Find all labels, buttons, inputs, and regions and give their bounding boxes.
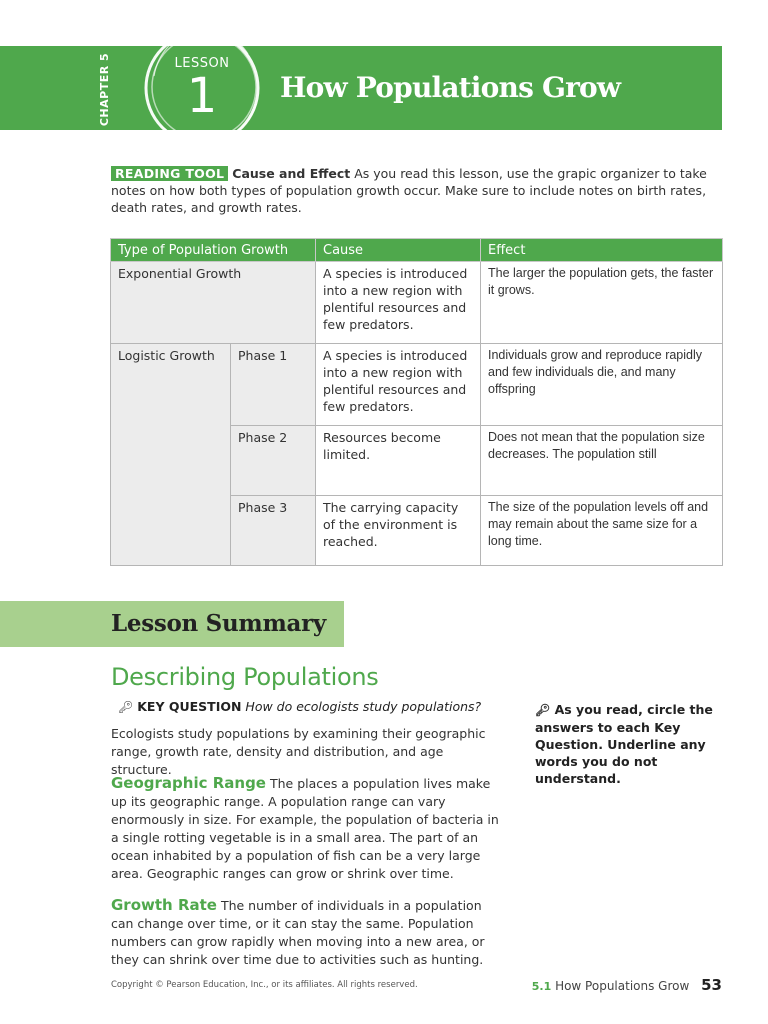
section-title: Describing Populations bbox=[111, 663, 379, 691]
phase-1-cause: A species is introduced into a new region with plentiful resources and few predators. bbox=[316, 344, 481, 426]
phase-3-label: Phase 3 bbox=[231, 496, 316, 566]
geographic-range-paragraph bbox=[111, 774, 503, 883]
page-footer bbox=[532, 976, 722, 994]
lesson-badge bbox=[138, 26, 266, 150]
intro-paragraph: Ecologists study populations by examining their geographic range, growth rate, density and distribution, and age structure. bbox=[111, 726, 486, 777]
geographic-range-text: The places a population lives make up its geographic range. A population range can vary enormously in size. For example, the population of bacteria in a single rotting vegetable is in a small area. The part of an ocean inhabited by a population of fish can be a very large area. Geographic ranges can grow or shrink over time. bbox=[111, 776, 499, 881]
lesson-summary-title: Lesson Summary bbox=[111, 610, 326, 637]
growth-rate-heading: Growth Rate bbox=[111, 896, 217, 914]
table-row bbox=[111, 262, 723, 344]
lesson-number: 1 bbox=[186, 68, 218, 124]
geographic-range-heading: Geographic Range bbox=[111, 774, 266, 792]
header-type: Type of Population Growth bbox=[111, 239, 316, 262]
reading-tool-tag: READING TOOL bbox=[111, 166, 228, 181]
organizer-header-row bbox=[111, 239, 723, 262]
key-icon: 🔑︎ bbox=[535, 703, 551, 717]
reading-tool bbox=[111, 165, 723, 216]
table-row bbox=[111, 344, 723, 426]
phase-2-effect: Does not mean that the population size decreases. The population still bbox=[488, 430, 705, 461]
phase-3-effect-field[interactable] bbox=[481, 496, 723, 566]
footer-section-number: 5.1 bbox=[531, 980, 552, 993]
phase-1-label: Phase 1 bbox=[231, 344, 316, 426]
phase-2-cause: Resources become limited. bbox=[316, 426, 481, 496]
phase-2-effect-field[interactable] bbox=[481, 426, 723, 496]
page-number: 53 bbox=[701, 976, 722, 994]
exponential-effect-field[interactable] bbox=[481, 262, 723, 344]
graphic-organizer bbox=[110, 238, 723, 566]
exponential-type: Exponential Growth bbox=[111, 262, 316, 344]
header-effect: Effect bbox=[481, 239, 723, 262]
phase-1-effect: Individuals grow and reproduce rapidly and few individuals die, and many offspring bbox=[488, 348, 703, 396]
reading-tool-heading: Cause and Effect bbox=[232, 166, 351, 181]
key-question-label: KEY QUESTION bbox=[137, 699, 242, 714]
phase-3-effect: The size of the population levels off and may remain about the same size for a long time. bbox=[488, 500, 709, 548]
reading-tool-text: As you read this lesson, use the grapic organizer to take notes on how both types of population growth occur. Make sure to include notes on birth rates, death rates, and growth rates. bbox=[111, 166, 707, 215]
key-question-text: How do ecologists study populations? bbox=[245, 699, 482, 714]
margin-note bbox=[535, 701, 730, 787]
exponential-cause: A species is introduced into a new region with plentiful resources and few predators. bbox=[316, 262, 481, 344]
margin-note-text: As you read, circle the answers to each Key Question. Underline any words you do not understand. bbox=[535, 702, 713, 786]
chapter-label bbox=[96, 50, 114, 128]
exponential-effect: The larger the population gets, the faster it grows. bbox=[488, 266, 714, 297]
phase-1-effect-field[interactable] bbox=[481, 344, 723, 426]
footer-section-title: How Populations Grow bbox=[555, 979, 690, 993]
header-cause: Cause bbox=[316, 239, 481, 262]
key-icon: 🔑︎ bbox=[118, 700, 134, 714]
copyright: Copyright © Pearson Education, Inc., or its affiliates. All rights reserved. bbox=[111, 980, 418, 990]
key-question bbox=[118, 699, 481, 714]
lesson-word: LESSON bbox=[174, 56, 230, 71]
phase-3-cause: The carrying capacity of the environment is reached. bbox=[316, 496, 481, 566]
logistic-type: Logistic Growth bbox=[111, 344, 231, 566]
phase-2-label: Phase 2 bbox=[231, 426, 316, 496]
growth-rate-paragraph bbox=[111, 896, 503, 969]
growth-rate-text: The number of individuals in a population can change over time, or it can stay the same. Population numbers can grow rapidly when moving into a new area, or they can shrink over time due to activities such as hunting. bbox=[111, 898, 485, 967]
page-title: How Populations Grow bbox=[280, 71, 621, 104]
chapter-text: CHAPTER 5 bbox=[98, 52, 112, 126]
